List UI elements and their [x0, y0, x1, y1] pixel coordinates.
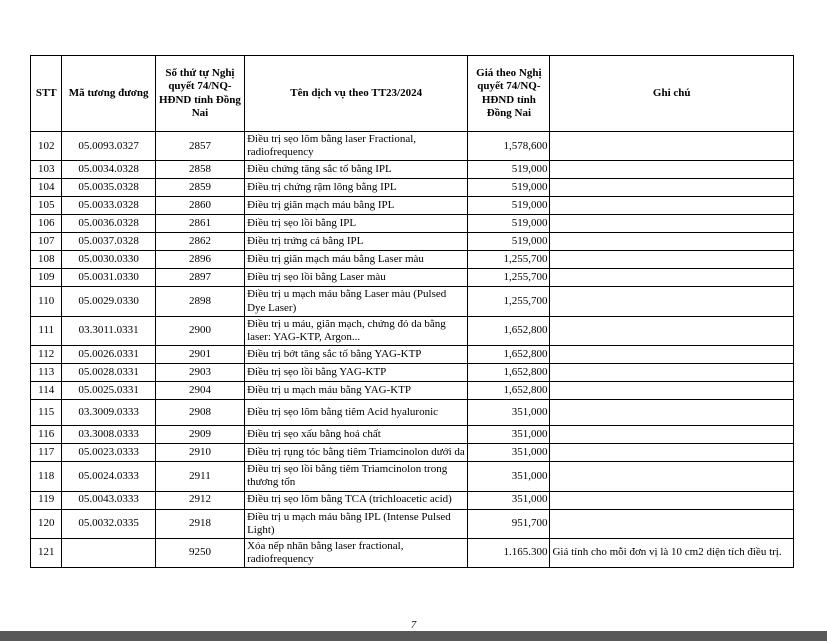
cell-service: Điều trị u mạch máu bằng IPL (Intense Pulsed Light)	[245, 509, 468, 538]
table-row	[31, 364, 794, 382]
cell-service: Điều trị sẹo xấu bằng hoá chất	[245, 426, 468, 444]
table-row	[31, 509, 794, 538]
cell-note	[550, 161, 794, 179]
cell-price: 351,000	[468, 491, 550, 509]
cell-seq: 2903	[155, 364, 244, 382]
table-row	[31, 538, 794, 567]
cell-service: Điều trị sẹo lồi bằng YAG-KTP	[245, 364, 468, 382]
cell-stt: 112	[31, 346, 62, 364]
cell-code: 05.0026.0331	[62, 346, 155, 364]
table-row	[31, 269, 794, 287]
cell-note	[550, 316, 794, 345]
cell-stt: 106	[31, 215, 62, 233]
cell-price: 519,000	[468, 233, 550, 251]
cell-price: 1,652,800	[468, 316, 550, 345]
cell-note	[550, 400, 794, 426]
cell-stt: 118	[31, 462, 62, 491]
table-row	[31, 251, 794, 269]
cell-note	[550, 251, 794, 269]
cell-note	[550, 346, 794, 364]
cell-code: 05.0024.0333	[62, 462, 155, 491]
cell-stt: 119	[31, 491, 62, 509]
cell-price: 1.165.300	[468, 538, 550, 567]
cell-stt: 115	[31, 400, 62, 426]
cell-code: 05.0034.0328	[62, 161, 155, 179]
cell-price: 951,700	[468, 509, 550, 538]
cell-code: 05.0037.0328	[62, 233, 155, 251]
cell-service: Điều trị sẹo lồi bằng Laser màu	[245, 269, 468, 287]
cell-code: 05.0093.0327	[62, 132, 155, 161]
cell-note	[550, 382, 794, 400]
cell-stt: 103	[31, 161, 62, 179]
table-row	[31, 491, 794, 509]
bottom-bar	[0, 631, 827, 641]
cell-code: 05.0032.0335	[62, 509, 155, 538]
cell-code: 05.0035.0328	[62, 179, 155, 197]
cell-note	[550, 509, 794, 538]
cell-service: Xóa nếp nhăn bằng laser fractional, radiofrequency	[245, 538, 468, 567]
cell-stt: 111	[31, 316, 62, 345]
header-equivalent-code: Mã tương đương	[62, 56, 155, 132]
cell-code	[62, 538, 155, 567]
cell-price: 519,000	[468, 161, 550, 179]
cell-price: 351,000	[468, 426, 550, 444]
table-row	[31, 233, 794, 251]
table-row	[31, 382, 794, 400]
header-note: Ghi chú	[550, 56, 794, 132]
header-stt: STT	[31, 56, 62, 132]
cell-price: 519,000	[468, 197, 550, 215]
cell-price: 1,652,800	[468, 364, 550, 382]
cell-seq: 2861	[155, 215, 244, 233]
cell-price: 1,652,800	[468, 346, 550, 364]
table-header-row	[31, 56, 794, 132]
cell-seq: 2896	[155, 251, 244, 269]
header-price: Giá theo Nghị quyết 74/NQ-HĐND tỉnh Đồng Nai	[468, 56, 550, 132]
cell-code: 05.0025.0331	[62, 382, 155, 400]
cell-price: 351,000	[468, 444, 550, 462]
cell-service: Điều trị sẹo lồi bằng tiêm Triamcinolon trong thương tổn	[245, 462, 468, 491]
cell-seq: 2900	[155, 316, 244, 345]
table-row	[31, 132, 794, 161]
table-row	[31, 444, 794, 462]
cell-stt: 120	[31, 509, 62, 538]
cell-seq: 2901	[155, 346, 244, 364]
cell-code: 05.0030.0330	[62, 251, 155, 269]
cell-note	[550, 287, 794, 316]
cell-seq: 2911	[155, 462, 244, 491]
cell-note	[550, 426, 794, 444]
cell-service: Điều trị giãn mạch máu bằng Laser màu	[245, 251, 468, 269]
cell-price: 519,000	[468, 179, 550, 197]
header-service-name: Tên dịch vụ theo TT23/2024	[245, 56, 468, 132]
cell-seq: 2918	[155, 509, 244, 538]
cell-stt: 107	[31, 233, 62, 251]
cell-seq: 2909	[155, 426, 244, 444]
cell-seq: 2860	[155, 197, 244, 215]
cell-service: Điều trị sẹo lõm bằng TCA (trichloacetic acid)	[245, 491, 468, 509]
cell-note	[550, 269, 794, 287]
table-row	[31, 426, 794, 444]
cell-code: 05.0023.0333	[62, 444, 155, 462]
cell-price: 1,652,800	[468, 382, 550, 400]
cell-service: Điều trị u máu, giãn mạch, chứng đỏ da bằng laser: YAG-KTP, Argon...	[245, 316, 468, 345]
table-row	[31, 346, 794, 364]
cell-note	[550, 197, 794, 215]
cell-stt: 108	[31, 251, 62, 269]
table-row	[31, 462, 794, 491]
cell-seq: 2897	[155, 269, 244, 287]
cell-stt: 113	[31, 364, 62, 382]
cell-price: 1,255,700	[468, 287, 550, 316]
cell-stt: 116	[31, 426, 62, 444]
table-row	[31, 215, 794, 233]
cell-stt: 121	[31, 538, 62, 567]
cell-price: 1,255,700	[468, 251, 550, 269]
cell-code: 05.0031.0330	[62, 269, 155, 287]
table-row	[31, 161, 794, 179]
table-row	[31, 316, 794, 345]
table-row	[31, 400, 794, 426]
cell-stt: 105	[31, 197, 62, 215]
cell-service: Điều trị u mạch máu bằng YAG-KTP	[245, 382, 468, 400]
cell-price: 519,000	[468, 215, 550, 233]
cell-service: Điều trị sẹo lõm bằng tiêm Acid hyaluronic	[245, 400, 468, 426]
cell-stt: 117	[31, 444, 62, 462]
cell-seq: 2862	[155, 233, 244, 251]
cell-code: 03.3009.0333	[62, 400, 155, 426]
cell-note	[550, 179, 794, 197]
cell-code: 03.3008.0333	[62, 426, 155, 444]
cell-service: Điều trị bớt tăng sắc tố bằng YAG-KTP	[245, 346, 468, 364]
service-price-table	[30, 55, 794, 568]
cell-note	[550, 462, 794, 491]
cell-stt: 110	[31, 287, 62, 316]
cell-note	[550, 132, 794, 161]
page-number: 7	[410, 619, 417, 631]
cell-seq: 2857	[155, 132, 244, 161]
cell-service: Điều trị u mạch máu bằng Laser màu (Pulsed Dye Laser)	[245, 287, 468, 316]
cell-price: 1,578,600	[468, 132, 550, 161]
cell-note	[550, 364, 794, 382]
table-row	[31, 287, 794, 316]
cell-price: 351,000	[468, 462, 550, 491]
cell-stt: 104	[31, 179, 62, 197]
cell-service: Điều trị sẹo lõm bằng laser Fractional, radiofrequency	[245, 132, 468, 161]
cell-seq: 2858	[155, 161, 244, 179]
cell-price: 1,255,700	[468, 269, 550, 287]
cell-note	[550, 491, 794, 509]
cell-service: Điều trị giãn mạch máu bằng IPL	[245, 197, 468, 215]
cell-code: 03.3011.0331	[62, 316, 155, 345]
cell-note	[550, 233, 794, 251]
cell-seq: 2859	[155, 179, 244, 197]
cell-service: Điều trị rụng tóc bằng tiêm Triamcinolon dưới da	[245, 444, 468, 462]
cell-service: Điều trị sẹo lồi bằng IPL	[245, 215, 468, 233]
cell-stt: 109	[31, 269, 62, 287]
cell-service: Điều trị trứng cá bằng IPL	[245, 233, 468, 251]
cell-seq: 2908	[155, 400, 244, 426]
cell-seq: 9250	[155, 538, 244, 567]
table-row	[31, 179, 794, 197]
cell-service: Điều chứng tăng sắc tố bằng IPL	[245, 161, 468, 179]
cell-note	[550, 215, 794, 233]
cell-seq: 2912	[155, 491, 244, 509]
cell-stt: 102	[31, 132, 62, 161]
cell-service: Điều trị chứng rậm lông bằng IPL	[245, 179, 468, 197]
cell-seq: 2898	[155, 287, 244, 316]
table-row	[31, 197, 794, 215]
cell-code: 05.0033.0328	[62, 197, 155, 215]
cell-seq: 2910	[155, 444, 244, 462]
cell-note	[550, 444, 794, 462]
cell-code: 05.0043.0333	[62, 491, 155, 509]
cell-code: 05.0029.0330	[62, 287, 155, 316]
cell-stt: 114	[31, 382, 62, 400]
cell-note: Giá tính cho mỗi đơn vị là 10 cm2 diện tích điều trị.	[550, 538, 794, 567]
header-resolution-seq: Số thứ tự Nghị quyết 74/NQ-HĐND tỉnh Đồng Nai	[155, 56, 244, 132]
cell-price: 351,000	[468, 400, 550, 426]
cell-code: 05.0036.0328	[62, 215, 155, 233]
cell-code: 05.0028.0331	[62, 364, 155, 382]
cell-seq: 2904	[155, 382, 244, 400]
